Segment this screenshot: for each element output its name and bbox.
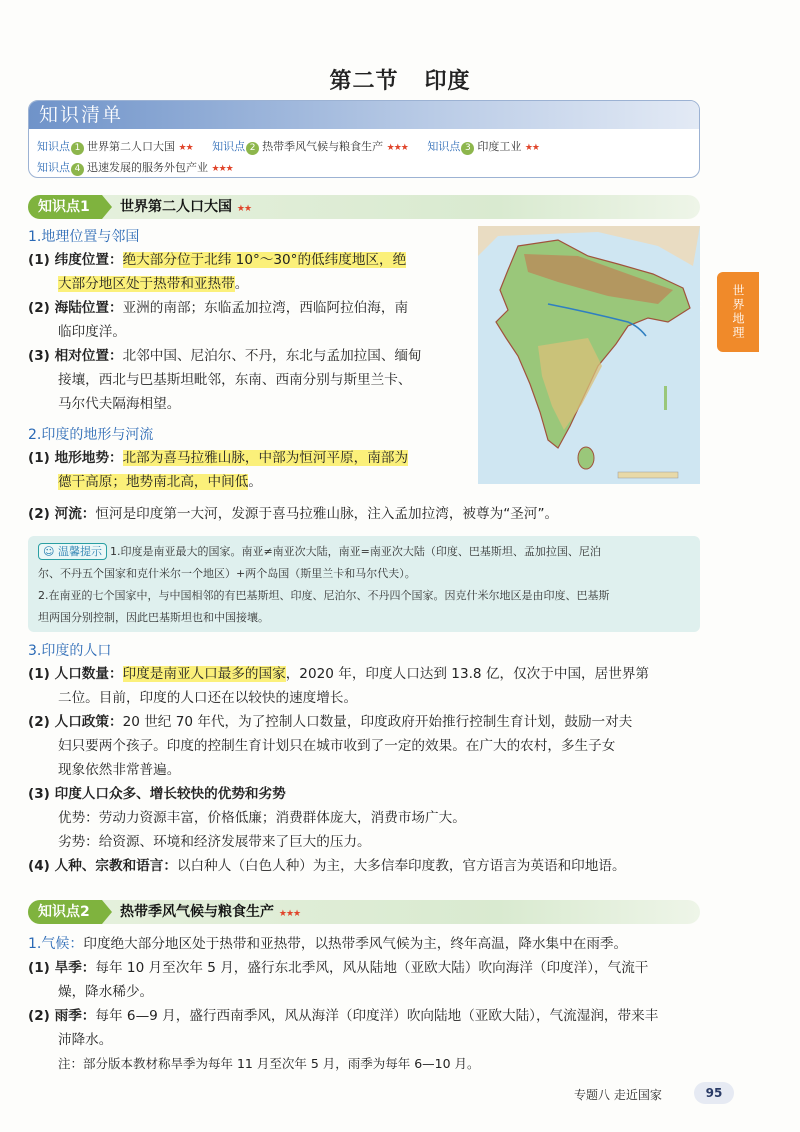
map-legend xyxy=(618,472,678,478)
population-subheading: 3.印度的人口 xyxy=(28,643,112,659)
kp1-tab: 知识点1 xyxy=(28,195,102,219)
star-icon: ★★ xyxy=(524,143,539,153)
kp-number-badge: 1 xyxy=(71,142,84,155)
kp1-para-latitude: (1) 纬度位置：绝大部分位于北纬 10°～30°的低纬度地区，绝 大部分地区处于热带和亚热带。 (2) 海陆位置：亚洲的南部；东临孟加拉湾，西临阿拉伯海，南 临印度洋。 (3) 相对位置：北邻中国、尼泊尔、不丹，东北与孟加拉国、缅甸 接壤，西北与巴基斯坦毗邻，东南、西南分别与斯里兰卡、 马尔代夫隔海相望。 xyxy=(28,252,422,412)
star-icon: ★★★ xyxy=(278,909,301,919)
footer-label: 专题八 走近国家 xyxy=(574,1088,662,1102)
star-icon: ★★★ xyxy=(386,143,408,153)
kp-number-badge: 4 xyxy=(71,163,84,176)
kp2-title: 热带季风气候与粮食生产 ★★★ xyxy=(120,904,301,920)
kp2-section: 1.气候：印度绝大部分地区处于热带和亚热带，以热带季风气候为主，终年高温，降水集中在雨季。 (1) 旱季：每年 10 月至次年 5 月，盛行东北季风，风从陆地（亚欧大陆）吹向海洋（印度洋），气流干 燥，降水稀少。 (2) 雨季：每年 6—9 月，盛行西南季风，风从海洋（印度洋）吹向陆地（亚欧大陆），气流湿润，带来丰 沛降水。 注：部分版本教材称旱季为每年 11 月至次年 5 月，雨季为每年 6—10 月。 xyxy=(28,936,659,1071)
india-map xyxy=(478,226,700,484)
knowledge-list-heading: 知识清单 xyxy=(29,101,699,129)
knowledge-item-2[interactable]: 知识点 2 热带季风气候与粮食生产 ★★★ xyxy=(212,140,408,153)
star-icon: ★★★ xyxy=(211,164,233,174)
kp2-tab: 知识点2 xyxy=(28,900,102,924)
section-number: 第二节 xyxy=(329,69,399,94)
kp-number-badge: 2 xyxy=(246,142,259,155)
lightbulb-icon: ☺ xyxy=(43,545,55,558)
india-map-graphic xyxy=(478,226,700,484)
kp1-para-terrain: (1) 地形地势：北部为喜马拉雅山脉，中部为恒河平原，南部为 德干高原；地势南北高，中间低。 xyxy=(28,450,409,490)
knowledge-item-3[interactable]: 知识点 3 印度工业 ★★ xyxy=(427,140,539,153)
section-name: 印度 xyxy=(424,69,471,94)
knowledge-list-row-1 xyxy=(37,138,699,155)
star-icon: ★★ xyxy=(236,204,252,214)
andaman-islands xyxy=(664,386,667,410)
knowledge-list-row-2 xyxy=(37,159,699,176)
kp-number-badge: 3 xyxy=(461,142,474,155)
sri-lanka-island xyxy=(578,447,594,469)
knowledge-item-1[interactable]: 知识点 1 世界第二人口大国 ★★ xyxy=(37,140,193,153)
page-number: 95 xyxy=(694,1082,734,1104)
kp1-subheading-1: 1.地理位置与邻国 xyxy=(28,229,140,245)
side-chapter-tab[interactable]: 世界地理 xyxy=(717,272,759,352)
tip-box: ☺ 温馨提示 1.印度是南亚最大的国家。南亚≠南亚次大陆，南亚=南亚次大陆（印度、巴基斯坦、孟加拉国、尼泊 尔、不丹五个国家和克什米尔一个地区）+两个岛国（斯里兰卡和马尔代夫）。 2.在南亚的七个国家中，与中国相邻的有巴基斯坦、印度、尼泊尔、不丹四个国家。因克什米尔地区是由印度、巴基斯 坦两国分别控制，因此巴基斯坦也和中国接壤。 xyxy=(28,536,700,632)
population-section: (1) 人口数量：印度是南亚人口最多的国家，2020 年，印度人口达到 13.8 亿，仅次于中国，居世界第 二位。目前，印度的人口还在以较快的速度增长。 (2) 人口政策：20 世纪 70 年代，为了控制人口数量，印度政府开始推行控制生育计划，鼓励一对夫 妇只要两个孩子。印度的控制生育计划只在城市收到了一定的效果。在广大的农村，多生子女 现象依然非常普遍。 (3) 印度人口众多、增长较快的优势和劣势 优势：劳动力资源丰富，价格低廉；消费群体庞大，消费市场广大。 劣势：给资源、环境和经济发展带来了巨大的压力。 (4) 人种、宗教和语言：以白种人（白色人种）为主，大多信奉印度教，官方语言为英语和印地语。 xyxy=(28,666,650,874)
star-icon: ★★ xyxy=(178,143,193,153)
tip-badge: ☺ 温馨提示 xyxy=(38,543,107,560)
kp1-para-river: (2) 河流：恒河是印度第一大河，发源于喜马拉雅山脉，注入孟加拉湾，被尊为“圣河”。 xyxy=(28,506,559,522)
page-title xyxy=(0,64,800,95)
knowledge-list-box xyxy=(28,100,700,178)
kp1-subheading-2: 2.印度的地形与河流 xyxy=(28,427,154,443)
kp1-title: 世界第二人口大国 ★★ xyxy=(120,199,252,215)
knowledge-item-4[interactable]: 知识点 4 迅速发展的服务外包产业 ★★★ xyxy=(37,161,233,174)
